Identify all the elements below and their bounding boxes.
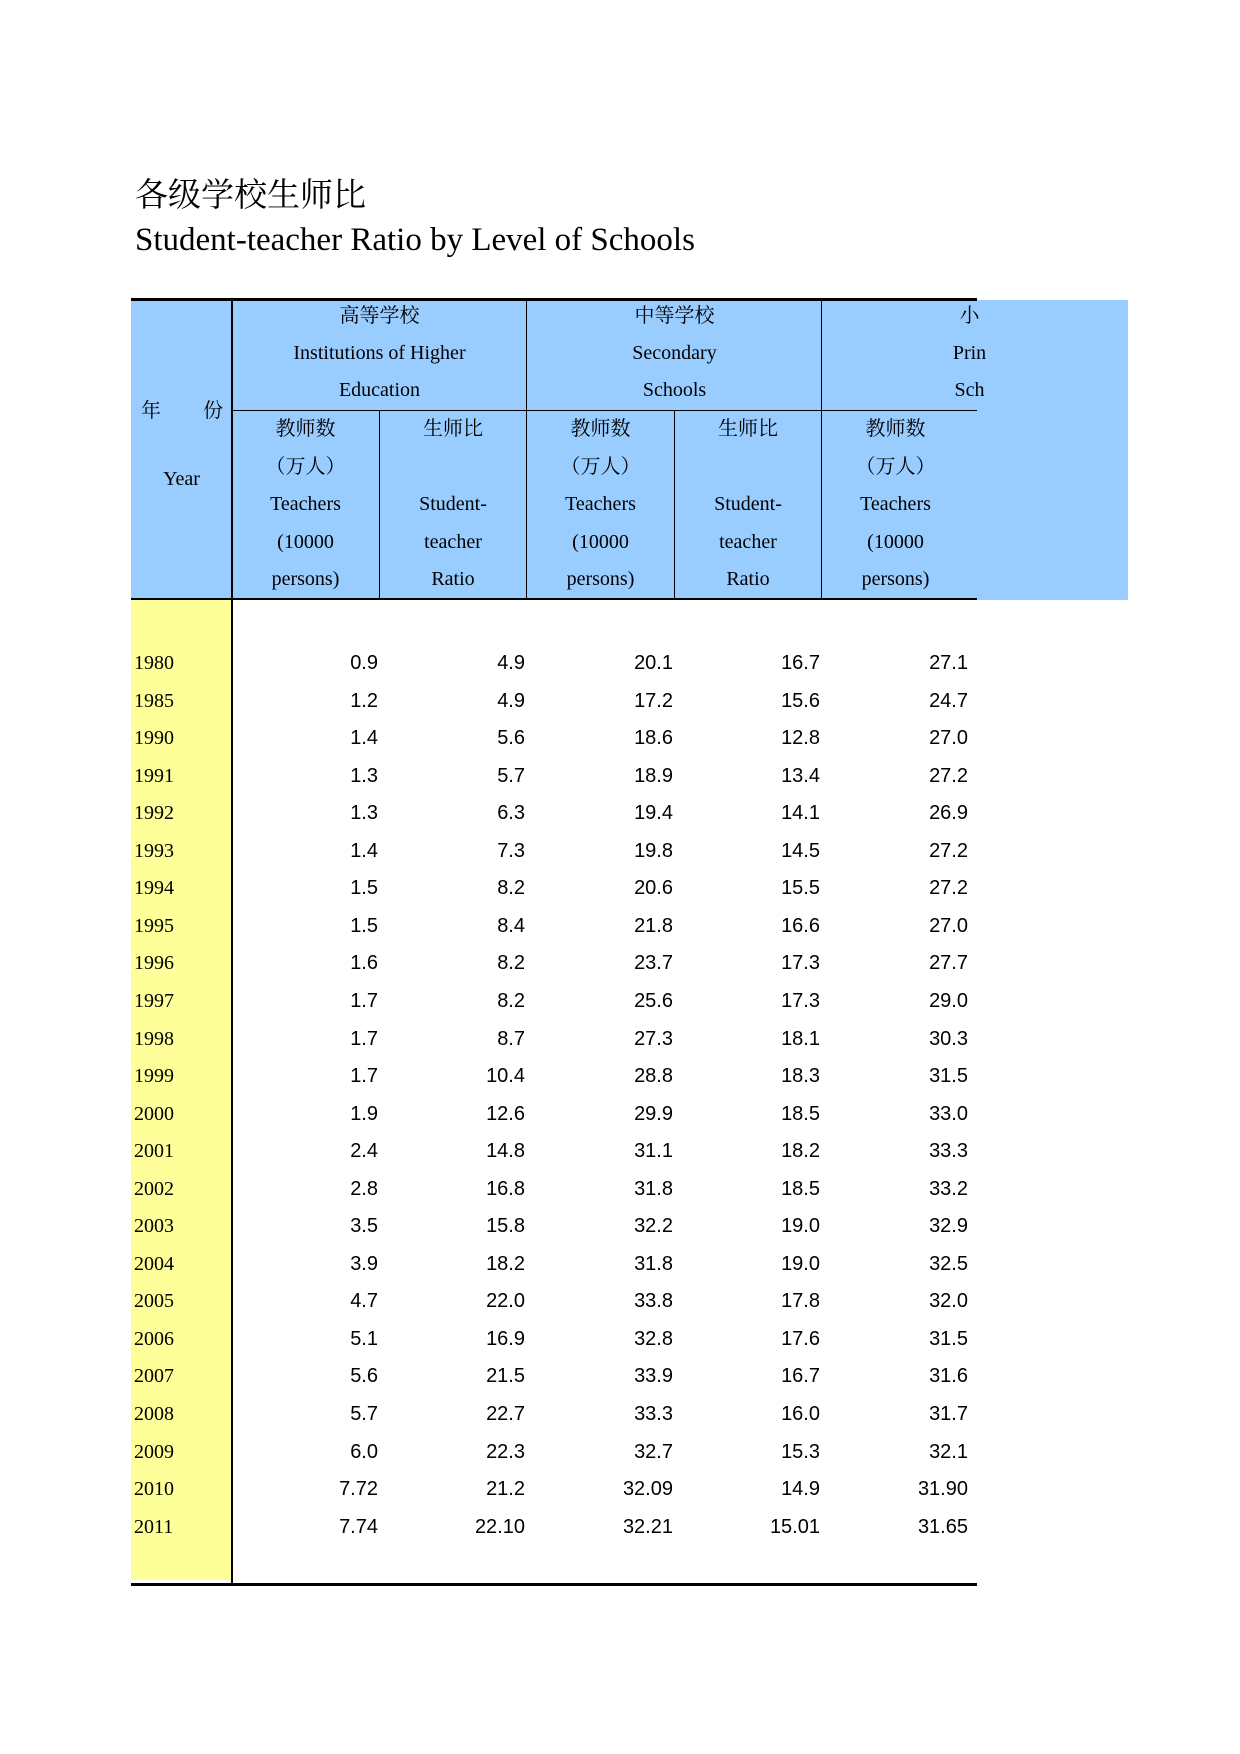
- cell-sec-teachers: 31.8: [634, 1177, 673, 1200]
- cell-pri-teachers: 27.0: [929, 727, 968, 750]
- table-row: [131, 911, 1231, 949]
- table-row: [131, 686, 1231, 724]
- cell-hi-teachers: 2.4: [350, 1140, 378, 1163]
- cell-sec-ratio: 17.6: [781, 1327, 820, 1350]
- cell-pri-teachers: 29.0: [929, 989, 968, 1012]
- page-title-en: Student-teacher Ratio by Level of Schools: [135, 222, 695, 258]
- table-row: [131, 873, 1231, 911]
- cell-sec-ratio: 18.5: [781, 1177, 820, 1200]
- cell-hi-teachers: 1.7: [350, 989, 378, 1012]
- table-row: [131, 1099, 1231, 1137]
- cell-hi-ratio: 22.3: [486, 1440, 525, 1463]
- row-year: 1997: [134, 989, 174, 1012]
- cell-sec-teachers: 33.8: [634, 1290, 673, 1313]
- cell-pri-teachers: 31.7: [929, 1403, 968, 1425]
- row-year: 2004: [134, 1252, 174, 1275]
- cell-pri-teachers: 27.1: [929, 652, 968, 674]
- cell-hi-ratio: 12.6: [486, 1102, 525, 1125]
- row-year: 2006: [134, 1327, 174, 1350]
- cell-hi-teachers: 5.6: [350, 1365, 378, 1388]
- subheader-secondary-ratio: 生师比 Student- teacher Ratio: [714, 418, 782, 590]
- cell-hi-teachers: 1.2: [350, 689, 378, 712]
- row-year: 1980: [134, 652, 174, 674]
- cell-sec-ratio: 14.9: [781, 1478, 820, 1501]
- cell-hi-ratio: 22.0: [486, 1290, 525, 1313]
- cell-sec-ratio: 16.0: [781, 1403, 820, 1425]
- cell-hi-teachers: 1.3: [350, 802, 378, 825]
- cell-hi-ratio: 8.7: [497, 1027, 525, 1050]
- cell-hi-ratio: 18.2: [486, 1252, 525, 1275]
- cell-hi-ratio: 4.9: [497, 652, 525, 674]
- row-year: 1991: [134, 764, 174, 787]
- cell-sec-teachers: 31.1: [634, 1140, 673, 1163]
- row-year: 2003: [134, 1215, 174, 1238]
- cell-sec-ratio: 18.2: [781, 1140, 820, 1163]
- row-year: 1985: [134, 689, 174, 712]
- row-year: 2010: [134, 1478, 174, 1501]
- cell-pri-teachers: 33.3: [929, 1140, 968, 1163]
- cell-pri-teachers: 27.2: [929, 839, 968, 862]
- row-year: 1998: [134, 1027, 174, 1050]
- cell-hi-ratio: 10.4: [486, 1065, 525, 1088]
- subheader-higher-teachers: 教师数 （万人） Teachers (10000 persons): [265, 418, 346, 590]
- row-year: 2002: [134, 1177, 174, 1200]
- row-year: 2009: [134, 1440, 174, 1463]
- subheader-secondary-teachers: 教师数 （万人） Teachers (10000 persons): [560, 418, 641, 590]
- cell-pri-teachers: 32.9: [929, 1215, 968, 1238]
- cell-hi-teachers: 7.72: [339, 1478, 378, 1501]
- year-header-en: Year: [163, 468, 200, 490]
- cell-sec-ratio: 18.3: [781, 1065, 820, 1088]
- cell-pri-teachers: 32.0: [929, 1290, 968, 1313]
- cell-pri-teachers: 31.65: [917, 1515, 968, 1538]
- group-header-higher: 高等学校 Institutions of Higher Education: [293, 305, 466, 401]
- cell-pri-teachers: 24.7: [929, 689, 968, 712]
- cell-hi-teachers: 1.4: [350, 839, 378, 862]
- cell-sec-teachers: 25.6: [634, 989, 673, 1012]
- cell-pri-teachers: 31.5: [929, 1327, 968, 1350]
- cell-hi-ratio: 8.2: [497, 877, 525, 900]
- cell-hi-ratio: 16.9: [486, 1327, 525, 1350]
- table-row: [131, 648, 1231, 686]
- cell-sec-teachers: 20.1: [634, 652, 673, 674]
- cell-hi-ratio: 6.3: [497, 802, 525, 825]
- cell-pri-teachers: 27.2: [929, 877, 968, 900]
- cell-hi-teachers: 4.7: [350, 1290, 378, 1313]
- row-year: 2007: [134, 1365, 174, 1388]
- row-year: 1990: [134, 727, 174, 750]
- cell-sec-teachers: 33.3: [634, 1403, 673, 1425]
- table-row: [131, 1474, 1231, 1512]
- cell-pri-teachers: 33.2: [929, 1177, 968, 1200]
- cell-sec-ratio: 16.6: [781, 914, 820, 937]
- cell-hi-ratio: 8.2: [497, 989, 525, 1012]
- cell-hi-teachers: 1.5: [350, 877, 378, 900]
- cell-sec-teachers: 27.3: [634, 1027, 673, 1050]
- table-row: [131, 1286, 1231, 1324]
- cell-sec-ratio: 17.3: [781, 952, 820, 975]
- cell-pri-teachers: 32.1: [929, 1440, 968, 1463]
- cell-hi-teachers: 1.7: [350, 1027, 378, 1050]
- cell-hi-teachers: 7.74: [339, 1515, 378, 1538]
- cell-hi-ratio: 21.2: [486, 1478, 525, 1501]
- cell-sec-teachers: 19.8: [634, 839, 673, 862]
- cell-sec-teachers: 17.2: [634, 689, 673, 712]
- table-row: [131, 761, 1231, 799]
- cell-hi-ratio: 22.7: [486, 1403, 525, 1425]
- subheader-higher-ratio: 生师比 Student- teacher Ratio: [419, 418, 487, 590]
- cell-sec-teachers: 33.9: [634, 1365, 673, 1388]
- row-year: 2011: [134, 1515, 174, 1538]
- cell-hi-teachers: 5.7: [350, 1403, 378, 1425]
- cell-hi-teachers: 1.4: [350, 727, 378, 750]
- cell-sec-teachers: 32.2: [634, 1215, 673, 1238]
- cell-sec-teachers: 18.6: [634, 727, 673, 750]
- group-header-secondary: 中等学校 Secondary Schools: [632, 305, 717, 401]
- row-year: 1999: [134, 1065, 174, 1088]
- row-year: 1993: [134, 839, 174, 862]
- cell-sec-ratio: 14.1: [781, 802, 820, 825]
- cell-hi-teachers: 3.9: [350, 1252, 378, 1275]
- table-row: [131, 1136, 1231, 1174]
- cell-sec-teachers: 19.4: [634, 802, 673, 825]
- table-row: [131, 723, 1231, 761]
- cell-hi-ratio: 14.8: [486, 1140, 525, 1163]
- cell-pri-teachers: 31.90: [917, 1478, 968, 1501]
- cell-hi-ratio: 5.6: [497, 727, 525, 750]
- cell-sec-ratio: 16.7: [781, 652, 820, 674]
- table-row: [131, 1324, 1231, 1362]
- table-row: [131, 1512, 1231, 1550]
- cell-hi-ratio: 4.9: [497, 689, 525, 712]
- cell-pri-teachers: 32.5: [929, 1252, 968, 1275]
- cell-hi-teachers: 3.5: [350, 1215, 378, 1238]
- cell-sec-teachers: 32.09: [622, 1478, 673, 1501]
- cell-hi-teachers: 1.3: [350, 764, 378, 787]
- cell-pri-teachers: 27.2: [929, 764, 968, 787]
- cell-sec-ratio: 14.5: [781, 839, 820, 862]
- table-row: [131, 1024, 1231, 1062]
- cell-sec-ratio: 12.8: [781, 727, 820, 750]
- cell-sec-ratio: 17.8: [781, 1290, 820, 1313]
- row-year: 2005: [134, 1290, 174, 1313]
- cell-hi-ratio: 21.5: [486, 1365, 525, 1388]
- row-year: 2000: [134, 1102, 174, 1125]
- table-row: [131, 836, 1231, 874]
- table-bottom-rule: [131, 1583, 977, 1586]
- cell-hi-teachers: 5.1: [350, 1327, 378, 1350]
- table-row: [131, 1437, 1231, 1475]
- cell-sec-ratio: 18.1: [781, 1027, 820, 1050]
- table-row: [131, 1174, 1231, 1212]
- cell-hi-teachers: 2.8: [350, 1177, 378, 1200]
- cell-hi-teachers: 1.7: [350, 1065, 378, 1088]
- cell-sec-ratio: 19.0: [781, 1252, 820, 1275]
- cell-sec-ratio: 15.01: [769, 1515, 820, 1538]
- cell-sec-ratio: 19.0: [781, 1215, 820, 1238]
- table-row: [131, 798, 1231, 836]
- cell-sec-ratio: 15.6: [781, 689, 820, 712]
- row-year: 2001: [134, 1140, 174, 1163]
- cell-hi-teachers: 1.5: [350, 914, 378, 937]
- page-title-cn: 各级学校生师比: [135, 178, 366, 214]
- cell-sec-teachers: 28.8: [634, 1065, 673, 1088]
- cell-sec-teachers: 32.7: [634, 1440, 673, 1463]
- row-year: 2008: [134, 1403, 174, 1425]
- cell-sec-teachers: 32.21: [622, 1515, 673, 1538]
- cell-hi-ratio: 15.8: [486, 1215, 525, 1238]
- data-table: 年 份 Year 高等学校 Institutions of Higher Education 中等学校 Secondary Schools 小 Prin Sch 教师数 （万人） Teachers (10000 persons) 生师比 Student- teacher Ratio 教师数 （万人） Teachers (10000 persons) 生师比 Student- teacher Ratio 教师数 （万人） Teachers (10000 persons) 1980 0.9 4.9 20.1 16.7 27.1 1985 1.2 4.9 17.2 15.6 24.7 1990 1.4 5.6 18.6 12.8 27.0 1991 1.3 5.7 18.9 13.4 27.2 1992 1.3 6.3 19.4 14.1 26.9 1993 1.4 7.3 19.8 14.5 27.2 1994 1.5 8.2 20.6 15.5 27.2 1995 1.5 8.4 21.8 16.6 27.0 1996 1.6 8.2 23.7 17.3 27.7 1997 1.7 8.2 25.6 17.3 29.0 1998 1.7 8.7 27.3 18.1 30.3 1999 1.7 10.4 28.8 18.3 31.5 2000 1.9 12.6 29.9 18.5 33.0 2001 2.4 14.8 31.1 18.2 33.3 2002 2.8 16.8 31.8 18.5 33.2 2003 3.5 15.8 32.2 19.0 32.9 2004 3.9 18.2 31.8 19.0 32.5 2005 4.7 22.0 33.8 17.8 32.0 2006 5.1 16.9 32.8 17.6 31.5 2007 5.6 21.5 33.9 16.7 31.6 2008 5.7 22.7 33.3 16.0 31.7 2009 6.0 22.3 32.7 15.3 32.1 2010 7.72 21.2 32.09 14.9 31.90 2011 7.74 22.10 32.21 15.01 31.65: [131, 298, 977, 1588]
- row-year: 1996: [134, 952, 174, 975]
- cell-hi-ratio: 5.7: [497, 764, 525, 787]
- table-row: [131, 948, 1231, 986]
- cell-sec-teachers: 29.9: [634, 1102, 673, 1125]
- table-row: [131, 986, 1231, 1024]
- cell-pri-teachers: 27.0: [929, 914, 968, 937]
- cell-hi-ratio: 22.10: [474, 1515, 525, 1538]
- cell-pri-teachers: 31.5: [929, 1065, 968, 1088]
- table-row: [131, 1249, 1231, 1287]
- table-row: [131, 1061, 1231, 1099]
- cell-sec-ratio: 15.3: [781, 1440, 820, 1463]
- cell-hi-ratio: 8.2: [497, 952, 525, 975]
- cell-pri-teachers: 30.3: [929, 1027, 968, 1050]
- cell-sec-teachers: 21.8: [634, 914, 673, 937]
- cell-sec-teachers: 18.9: [634, 764, 673, 787]
- cell-pri-teachers: 33.0: [929, 1102, 968, 1125]
- cell-hi-teachers: 1.9: [350, 1102, 378, 1125]
- cell-hi-ratio: 8.4: [497, 914, 525, 937]
- cell-sec-teachers: 32.8: [634, 1327, 673, 1350]
- cell-pri-teachers: 26.9: [929, 802, 968, 825]
- cell-sec-ratio: 13.4: [781, 764, 820, 787]
- cell-hi-teachers: 0.9: [350, 652, 378, 674]
- table-row: [131, 1211, 1231, 1249]
- cell-sec-ratio: 15.5: [781, 877, 820, 900]
- cell-pri-teachers: 27.7: [929, 952, 968, 975]
- group-header-primary: 小 Prin Sch: [952, 305, 987, 401]
- cell-sec-ratio: 17.3: [781, 989, 820, 1012]
- cell-hi-teachers: 6.0: [350, 1440, 378, 1463]
- cell-sec-teachers: 31.8: [634, 1252, 673, 1275]
- row-year: 1994: [134, 877, 174, 900]
- row-year: 1992: [134, 802, 174, 825]
- row-year: 1995: [134, 914, 174, 937]
- cell-sec-ratio: 16.7: [781, 1365, 820, 1388]
- table-row: [131, 1361, 1231, 1399]
- cell-sec-teachers: 20.6: [634, 877, 673, 900]
- cell-pri-teachers: 31.6: [929, 1365, 968, 1388]
- cell-hi-ratio: 7.3: [497, 839, 525, 862]
- cell-hi-ratio: 16.8: [486, 1177, 525, 1200]
- subheader-primary-teachers: 教师数 （万人） Teachers (10000 persons): [855, 418, 936, 590]
- table-row: [131, 1399, 1231, 1437]
- cell-sec-teachers: 23.7: [634, 952, 673, 975]
- cell-sec-ratio: 18.5: [781, 1102, 820, 1125]
- cell-hi-teachers: 1.6: [350, 952, 378, 975]
